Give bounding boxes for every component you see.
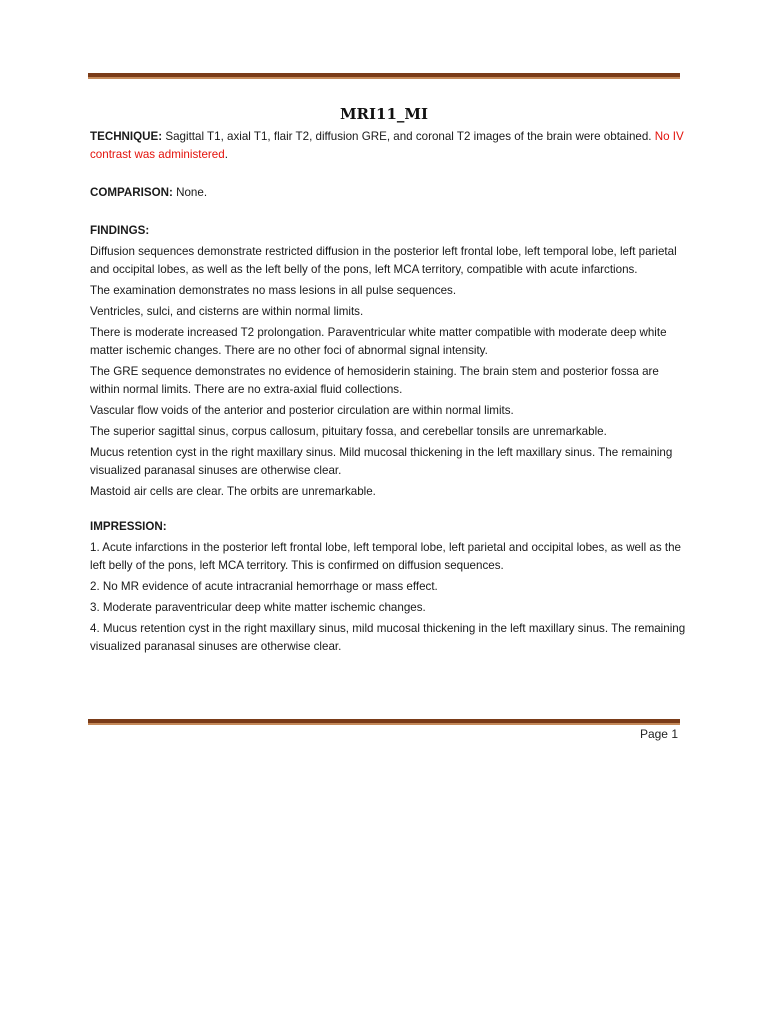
- finding-paragraph: Mastoid air cells are clear. The orbits are unremarkable.: [90, 485, 376, 498]
- technique-label: TECHNIQUE:: [90, 130, 163, 143]
- footer-rule: [88, 719, 680, 725]
- finding-paragraph: Vascular flow voids of the anterior and posterior circulation are within normal limits.: [90, 404, 514, 417]
- finding-paragraph: Ventricles, sulci, and cisterns are within normal limits.: [90, 305, 364, 318]
- contrast-note: No IV contrast was administered: [90, 130, 684, 161]
- impression-item: 1. Acute infarctions in the posterior left frontal lobe, left temporal lobe, left parietal and occipital lobes, as well as the left belly of the pons, left MCA territory. This is confirmed on diffusion sequences.: [90, 541, 681, 572]
- impression-item: 4. Mucus retention cyst in the right maxillary sinus, mild mucosal thickening in the left maxillary sinus. The remaining visualized paranasal sinuses are otherwise clear.: [90, 622, 686, 653]
- finding-paragraph: Mucus retention cyst in the right maxillary sinus. Mild mucosal thickening in the left maxillary sinus. The remaining visualized paranasal sinuses are otherwise clear.: [90, 446, 673, 477]
- impression-item: 2. No MR evidence of acute intracranial hemorrhage or mass effect.: [90, 580, 438, 593]
- finding-paragraph: There is moderate increased T2 prolongation. Paraventricular white matter compatible with moderate deep white matter ischemic changes. There are no other foci of abnormal signal intensity.: [90, 326, 667, 357]
- findings-heading: FINDINGS:: [90, 224, 150, 237]
- header-rule: [88, 73, 680, 79]
- technique-end: .: [224, 148, 228, 161]
- page-number: Page 1: [639, 727, 678, 741]
- finding-paragraph: Diffusion sequences demonstrate restricted diffusion in the posterior left frontal lobe, left temporal lobe, left parietal and occipital lobes, as well as the left belly of the pons, left MCA territory, compatible with acute infarctions.: [90, 245, 677, 276]
- impression-heading: IMPRESSION:: [90, 520, 167, 533]
- comparison-line: [90, 184, 690, 202]
- comparison-label: COMPARISON:: [90, 186, 173, 199]
- comparison-text: None.: [176, 186, 208, 199]
- finding-paragraph: The GRE sequence demonstrates no evidence of hemosiderin staining. The brain stem and posterior fossa are within normal limits. There are no extra-axial fluid collections.: [90, 365, 659, 396]
- finding-paragraph: The superior sagittal sinus, corpus callosum, pituitary fossa, and cerebellar tonsils are unremarkable.: [90, 425, 607, 438]
- technique-text: Sagittal T1, axial T1, flair T2, diffusion GRE, and coronal T2 images of the brain were obtained.: [165, 130, 652, 143]
- technique-line: [90, 128, 690, 164]
- finding-paragraph: The examination demonstrates no mass lesions in all pulse sequences.: [90, 284, 457, 297]
- document-title: MRI11_MI: [339, 105, 429, 123]
- impression-item: 3. Moderate paraventricular deep white matter ischemic changes.: [90, 601, 426, 614]
- report-body: [90, 128, 690, 659]
